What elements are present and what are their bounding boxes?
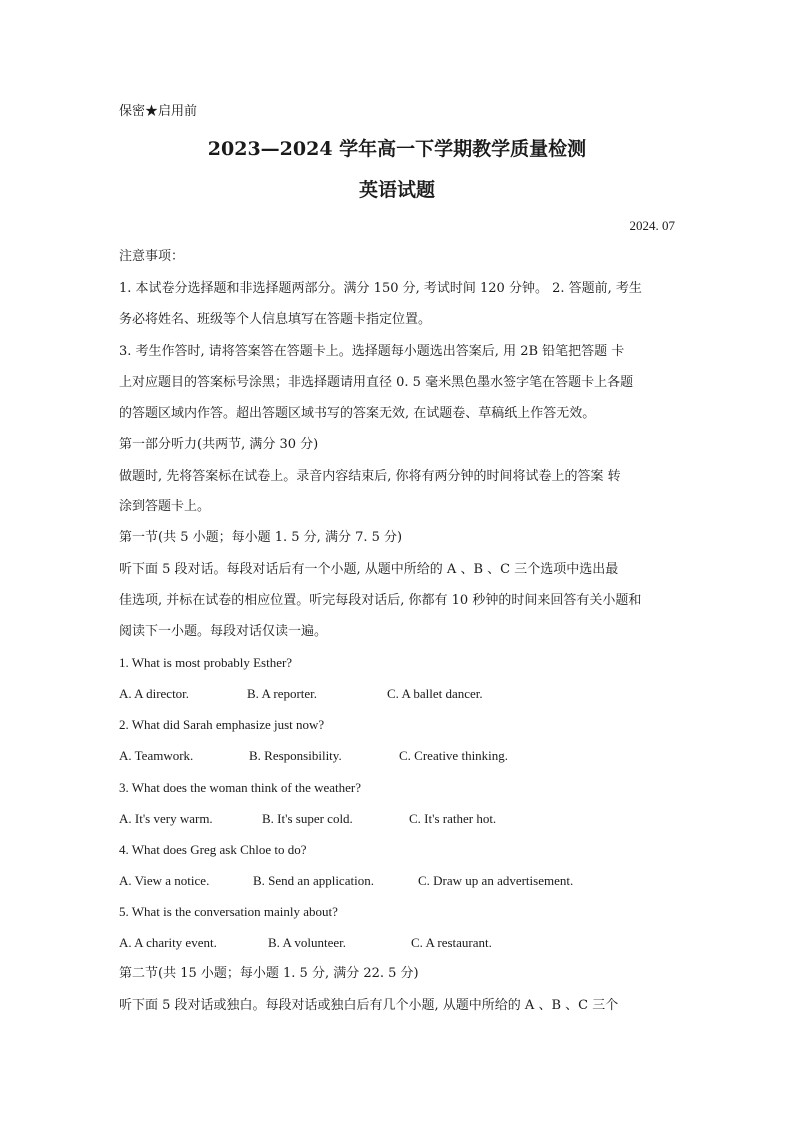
- section1-instruction-2: 佳选项, 并标在试卷的相应位置。听完每段对话后, 你都有 10 秒钟的时间来回答有关小题和: [119, 593, 642, 608]
- question-4: 4. What does Greg ask Chloe to do?: [119, 842, 307, 857]
- option-b: B. Send an application.: [253, 873, 374, 888]
- notes-line-3: 3. 考生作答时, 请将答案答在答题卡上。选择题每小题选出答案后, 用 2B 铅笔把答题 卡: [119, 344, 625, 359]
- option-a: A. A charity event.: [119, 935, 217, 950]
- option-c: C. A restaurant.: [411, 935, 492, 950]
- option-c: C. A ballet dancer.: [387, 686, 483, 701]
- question-5: 5. What is the conversation mainly about?: [119, 904, 338, 919]
- option-b: B. It's super cold.: [262, 811, 353, 826]
- section1-heading: 第一节(共 5 小题；每小题 1. 5 分, 满分 7. 5 分): [119, 530, 403, 545]
- part1-heading: 第一部分听力(共两节, 满分 30 分): [119, 437, 319, 452]
- option-c: C. Draw up an advertisement.: [418, 873, 574, 888]
- notes-line-4: 上对应题目的答案标号涂黑；非选择题请用直径 0. 5 毫米黑色墨水签字笔在答题卡上各题: [119, 375, 634, 390]
- option-b: B. A volunteer.: [268, 935, 346, 950]
- part1-instruction-1: 做题时, 先将答案标在试卷上。录音内容结束后, 你将有两分钟的时间将试卷上的答案 转: [119, 469, 621, 484]
- notes-line-1: 1. 本试卷分选择题和非选择题两部分。满分 150 分, 考试时间 120 分钟。 2. 答题前, 考生: [119, 281, 642, 296]
- notes-line-5: 的答题区域内作答。超出答题区域书写的答案无效, 在试题卷、草稿纸上作答无效。: [119, 406, 596, 421]
- question-2: 2. What did Sarah emphasize just now?: [119, 717, 325, 732]
- section1-instruction-1: 听下面 5 段对话。每段对话后有一个小题, 从题中所给的 A 、B 、C 三个选项中选出最: [119, 562, 619, 577]
- notes-line-2: 务必将姓名、班级等个人信息填写在答题卡指定位置。: [119, 312, 432, 327]
- option-b: B. Responsibility.: [249, 748, 342, 763]
- part1-instruction-2: 涂到答题卡上。: [119, 499, 211, 514]
- option-a: A. It's very warm.: [119, 811, 213, 826]
- notes-heading: 注意事项：: [119, 249, 185, 264]
- exam-subtitle: 英语试题: [358, 179, 435, 201]
- exam-title: 2023—2024 学年高一下学期教学质量检测: [207, 138, 587, 160]
- option-c: C. Creative thinking.: [399, 748, 509, 763]
- section2-heading: 第二节(共 15 小题；每小题 1. 5 分, 满分 22. 5 分): [119, 966, 419, 981]
- option-a: A. View a notice.: [119, 873, 210, 888]
- section1-instruction-3: 阅读下一小题。每段对话仅读一遍。: [119, 624, 328, 639]
- question-1: 1. What is most probably Esther?: [119, 655, 293, 670]
- section2-instruction-1: 听下面 5 段对话或独白。每段对话或独白后有几个小题, 从题中所给的 A 、B 、C 三个: [119, 998, 619, 1013]
- confidential-label: 保密★启用前: [119, 104, 198, 119]
- option-a: A. A director.: [119, 686, 190, 701]
- option-a: A. Teamwork.: [119, 748, 194, 763]
- option-c: C. It's rather hot.: [409, 811, 497, 826]
- option-b: B. A reporter.: [247, 686, 318, 701]
- question-3: 3. What does the woman think of the weather?: [119, 780, 361, 795]
- exam-date: 2024. 07: [629, 218, 675, 233]
